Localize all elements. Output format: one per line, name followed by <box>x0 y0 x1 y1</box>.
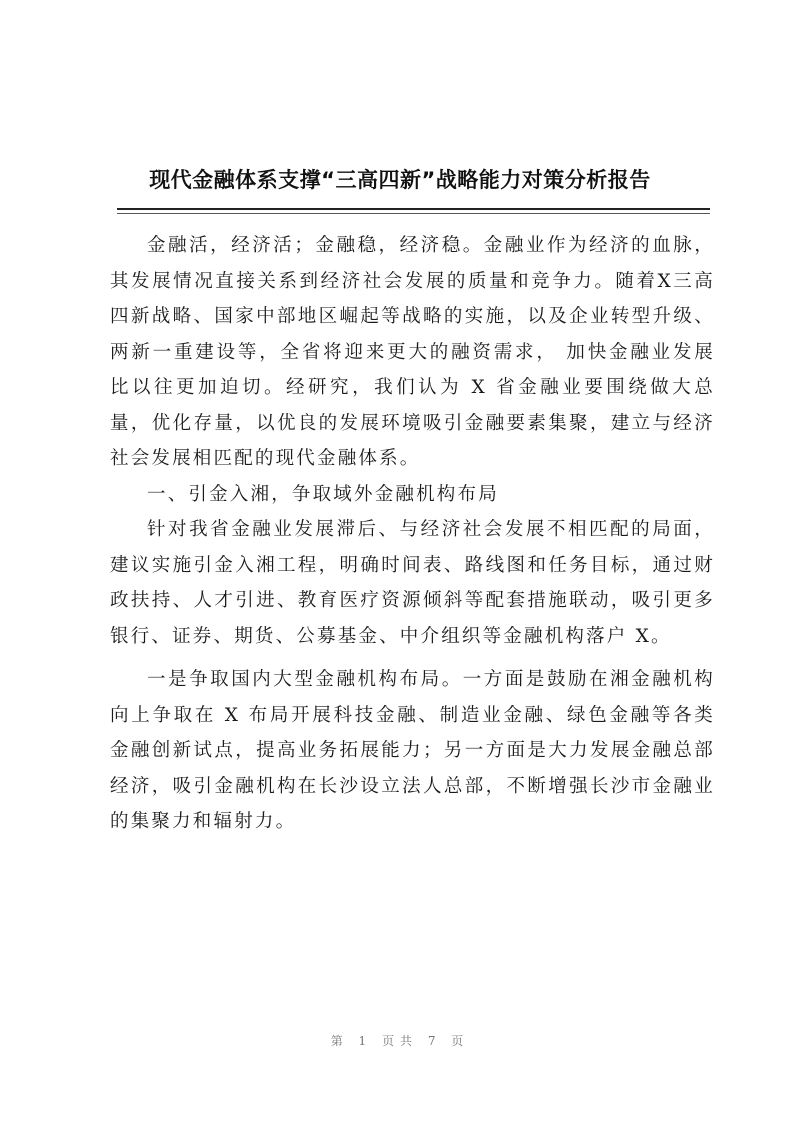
paragraph-intro: 金融活，经济活；金融稳，经济稳。金融业作为经济的血脉， 其发展情况直接关系到经济社会发展的质量和竞争力。随着X三高四新战略、国家中部地区崛起等战略的实施，以及企业转型升级、两新一重建设等，全省将迎来更大的融资需求， 加快金融业发展比以往更加迫切。经研究，我们认为 X 省金融业要围绕做大总量，优化存量，以优良的发展环境吸引金融要素集聚，建立与经济社会发展相匹配的现代金融体系。 <box>110 235 715 469</box>
section-heading-1: 一、引金入湘，争取域外金融机构布局 <box>147 483 499 505</box>
document-title: 现代金融体系支撑“三高四新”战略能力对策分析报告 <box>149 168 651 192</box>
paragraph-point-1: 一是争取国内大型金融机构布局。一方面是鼓励在湘金融机构向上争取在 X 布局开展科技金融、制造业金融、绿色金融等各类金融创新试点，提高业务拓展能力；另一方面是大力发展金融总部经济，吸引金融机构在长沙设立法人总部，不断增强长沙市金融业的集聚力和辐射力。 <box>110 669 715 832</box>
paragraph-spacer <box>110 654 715 662</box>
page-number-footer: 第 1 页共 7 页 <box>330 1034 470 1048</box>
paragraph-section-1: 针对我省金融业发展滞后、与经济社会发展不相匹配的局面，建议实施引金入湘工程，明确时间表、路线图和任务目标，通过财政扶持、人才引进、教育医疗资源倾斜等配套措施联动，吸引更多银行、证券、期货、公募基金、中介组织等金融机构落户 X。 <box>110 519 715 647</box>
document-body <box>110 228 715 840</box>
title-divider <box>117 208 710 210</box>
title-divider-thin <box>117 213 710 214</box>
